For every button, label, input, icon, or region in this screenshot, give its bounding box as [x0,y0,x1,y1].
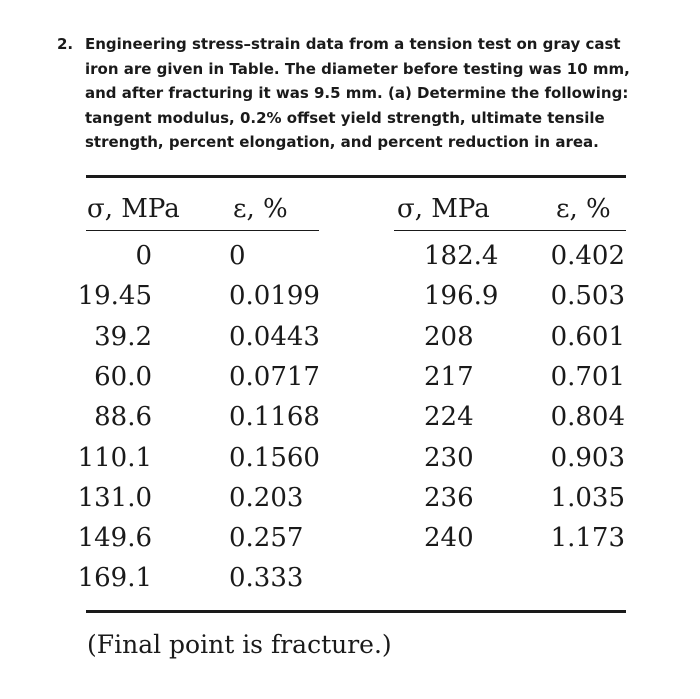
left-sigma-cell: 39.2 [94,321,152,352]
table-top-rule [86,175,626,178]
right-sigma-cell: 240 [424,523,474,554]
left-sigma-cell: 149.6 [77,523,152,554]
left-sigma-cell: 19.45 [77,281,152,312]
header-underline-left [86,230,319,231]
left-epsilon-cell: 0.0199 [229,281,320,312]
header-sigma-right: σ, MPa [397,194,490,224]
right-sigma-cell: 208 [424,321,474,352]
right-epsilon-cell: 0.503 [550,281,625,312]
right-epsilon-cell: 0.903 [550,442,625,473]
left-sigma-cell: 131.0 [77,482,152,513]
left-epsilon-cell: 0.0717 [229,361,320,392]
left-epsilon-cell: 0.1560 [229,442,320,473]
right-sigma-cell: 217 [424,361,474,392]
left-sigma-cell: 110.1 [77,442,152,473]
left-epsilon-cell: 0.0443 [229,321,320,352]
table-caption: (Final point is fracture.) [87,630,392,659]
right-epsilon-cell: 1.035 [550,482,625,513]
right-epsilon-cell: 1.173 [550,523,625,554]
problem-text: Engineering stress–strain data from a tension test on gray cast iron are given in Table. The diameter before testing was 10 mm, and after fracturing it was 9.5 mm. (a) Determine the following: tangent modulus, 0.2% offset yield strength, ultimate tensile strength, percent elongation, and percent reduction in area. [85,35,630,151]
header-underline-right [394,230,626,231]
problem-statement [57,32,647,155]
right-sigma-cell: 236 [424,482,474,513]
header-epsilon-right: ε, % [556,194,611,224]
left-sigma-cell: 60.0 [94,361,152,392]
table-bottom-rule [86,610,626,613]
right-sigma-cell: 224 [424,402,474,433]
right-epsilon-cell: 0.402 [550,241,625,271]
problem-number: 2. [57,35,74,53]
left-epsilon-cell: 0.257 [229,523,304,554]
right-epsilon-cell: 0.701 [550,361,625,392]
left-sigma-cell: 88.6 [94,402,152,433]
right-sigma-cell: 230 [424,442,474,473]
header-epsilon-left: ε, % [233,194,288,224]
left-sigma-cell: 169.1 [77,563,152,594]
left-epsilon-cell: 0.333 [229,563,304,594]
left-epsilon-cell: 0.203 [229,482,304,513]
right-sigma-cell: 196.9 [424,281,499,312]
right-sigma-cell: 182.4 [424,241,499,271]
left-epsilon-cell: 0.1168 [229,402,320,433]
left-sigma-cell: 0 [135,241,152,271]
left-epsilon-cell: 0 [229,241,246,271]
header-sigma-left: σ, MPa [87,194,180,224]
right-epsilon-cell: 0.804 [550,402,625,433]
right-epsilon-cell: 0.601 [550,321,625,352]
